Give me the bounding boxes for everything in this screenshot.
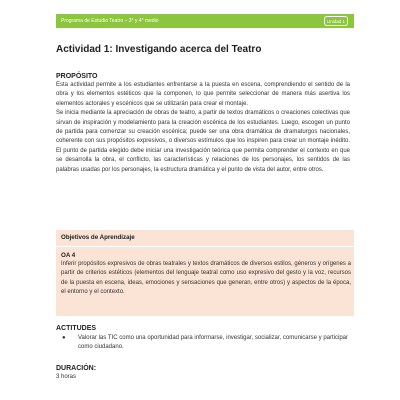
- purpose-body: [56, 81, 350, 175]
- duration-label: DURACIÓN:: [56, 365, 97, 372]
- attitude-text: Valorar las TIC como una oportunidad para informarse, investigar, socializar, comunicarse y participar como ciudadano.: [78, 335, 348, 351]
- bullet-icon: ●: [62, 335, 66, 341]
- duration-value: 3 horas: [56, 374, 77, 380]
- oa-text: Inferir propósitos expresivos de obras teatrales y textos dramáticos de diversos estilos, géneros y orígenes a partir de criterios estéticos (elementos del lenguaje teatral como uso expresivo del gesto y la voz, recursos de la puesta en escena, ideas, emociones y sensaciones que generan, entre otros) y aspectos de la época, el entorno y el contexto.: [61, 261, 351, 296]
- oa-code: OA 4: [61, 252, 76, 259]
- purpose-paragraph: Esta actividad permite a los estudiantes enfrentarse a la puesta en escena, comprendiendo el sentido de la obra y los elementos estéticos que la componen, lo que permite seleccionar de manera más asertiva los elementos actorales y escénicos que se utilizarán para crear el montaje.: [56, 82, 350, 107]
- objectives-divider: [56, 246, 354, 247]
- header-bar: [56, 14, 354, 28]
- purpose-paragraph: Se inicia mediante la apreciación de obras de teatro, a partir de textos dramáticos o creaciones colectivas que sirvan de inspiración y modelamiento para la creación escénica de los estudiantes. Luego, escogen un punto de partida para comenzar su creación escénica; puede ser una obra dramática de dramaturgos nacionales, coherente con sus propósitos expresivos, o diversos estímulos que los inspiren para crear un montaje inédito. El punto de partida elegido debe iniciar una investigación teórica que permita comprender el contexto en que se desarrolla la obra, el conflicto, las características y relaciones de los personajes, los sentidos de las palabras usadas por los personajes, la estructura dramática y el punto de vista del autor, entre otros.: [56, 110, 350, 173]
- objectives-box: [56, 230, 354, 316]
- unit-badge: Unidad 1: [324, 16, 348, 26]
- attitudes-label: ACTITUDES: [56, 325, 97, 332]
- activity-title: Actividad 1: Investigando acerca del Teatro: [56, 44, 262, 55]
- purpose-label: PROPÓSITO: [56, 73, 98, 80]
- objectives-label: Objetivos de Aprendizaje: [61, 234, 135, 241]
- program-title: Programa de Estudio Teatro – 3° y 4° medio: [61, 18, 159, 24]
